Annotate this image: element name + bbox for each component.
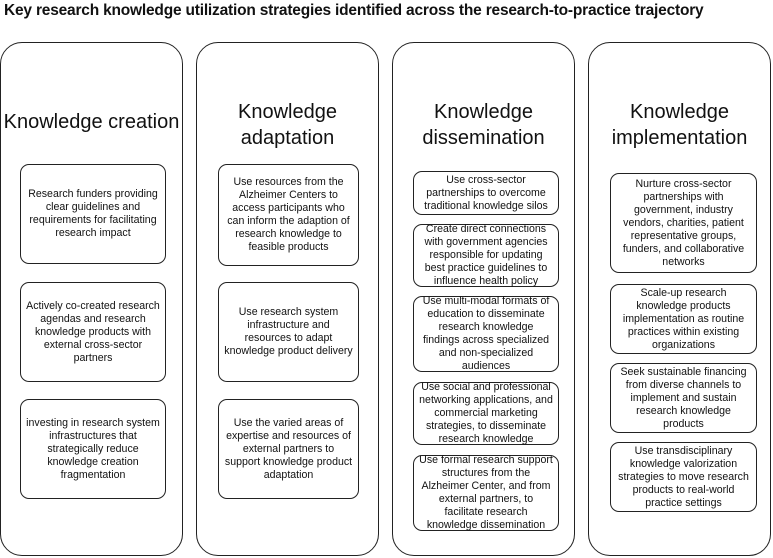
strategy-box: Research funders providing clear guidelines and requirements for facilitating research impact [20,164,166,264]
strategy-box: Use research system infrastructure and resources to adapt knowledge product delivery [218,282,359,382]
column-heading: Knowledge creation [3,111,180,133]
strategy-box: Seek sustainable financing from diverse channels to implement and sustain research knowledge products [610,363,757,433]
column-heading: Knowledge implementation [611,101,748,149]
strategy-box: Use formal research support structures from the Alzheimer Center, and from external partners, to facilitate research knowledge dissemination [413,455,559,531]
column-heading: Knowledge adaptation [238,101,337,149]
column-knowledge-creation [0,42,183,556]
strategy-box: Use social and professional networking applications, and commercial marketing strategies, to disseminate research knowledge [413,382,559,445]
column-knowledge-implementation [588,42,771,556]
column-knowledge-adaptation [196,42,379,556]
column-heading: Knowledge dissemination [422,101,545,149]
strategy-box: Actively co-created research agendas and research knowledge products with external cross-sector partners [20,282,166,382]
strategy-box: Nurture cross-sector partnerships with government, industry vendors, charities, patient representative groups, funders, and collaborative networks [610,173,757,273]
strategy-box: Use transdisciplinary knowledge valorization strategies to move research products to real-world practice settings [610,442,757,512]
strategy-box: Use cross-sector partnerships to overcome traditional knowledge silos [413,171,559,215]
column-knowledge-dissemination [392,42,575,556]
strategy-box: Use resources from the Alzheimer Centers to access participants who can inform the adaption of research knowledge to feasible products [218,164,359,266]
strategy-box: investing in research system infrastructures that strategically reduce knowledge creation fragmentation [20,399,166,499]
strategy-box: Create direct connections with government agencies responsible for updating best practice guidelines to influence health policy [413,224,559,287]
diagram-title: Key research knowledge utilization strategies identified across the research-to-practice trajectory [4,2,704,19]
strategy-box: Use the varied areas of expertise and resources of external partners to support knowledge product adaptation [218,399,359,499]
strategy-box: Use multi-modal formats of education to disseminate research knowledge findings across specialized and non-specialized audiences [413,296,559,372]
strategy-box: Scale-up research knowledge products implementation as routine practices within existing organizations [610,284,757,354]
